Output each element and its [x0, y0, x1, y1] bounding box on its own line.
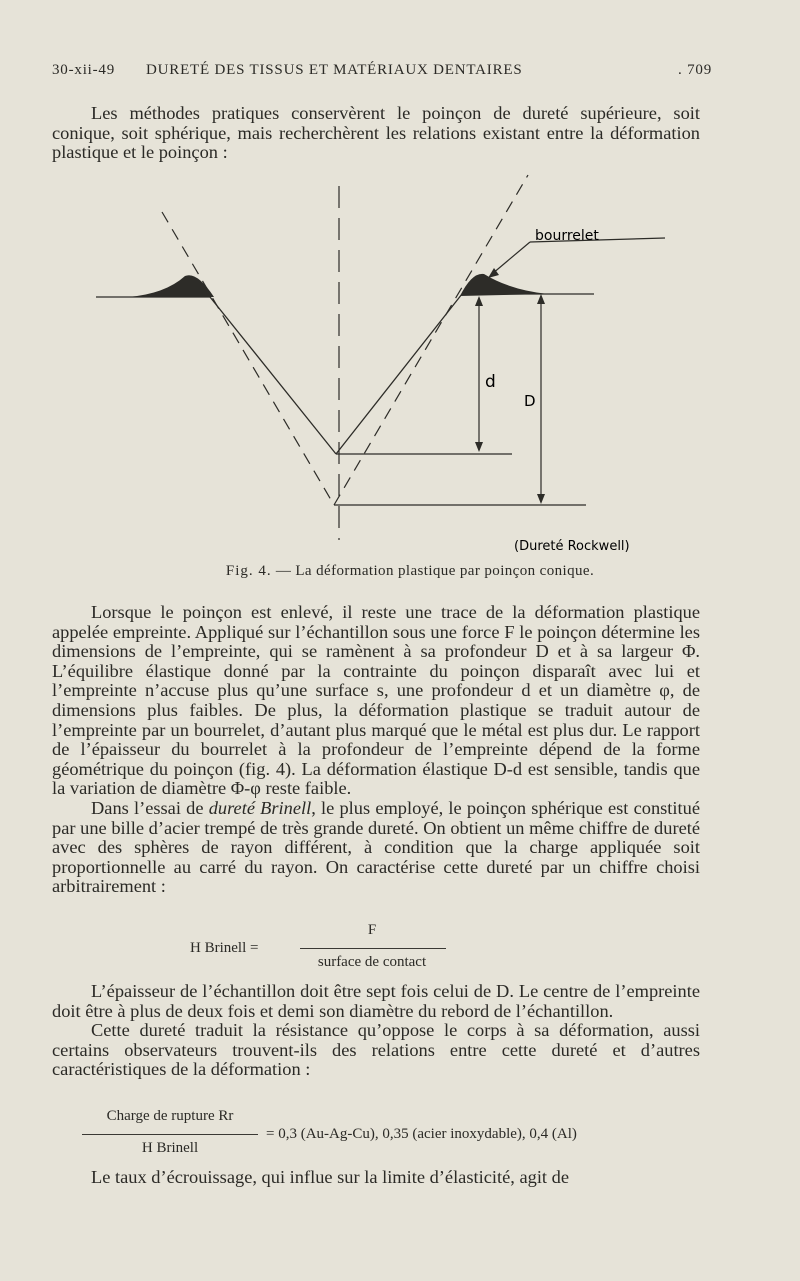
formula-ratio-denominator: H Brinell — [141, 1140, 199, 1156]
bourrelet-right — [460, 274, 548, 296]
label-D: D — [524, 392, 536, 410]
arrowhead-d-top — [475, 296, 483, 306]
intro-paragraph: Les méthodes pratiques conservèrent le poinçon de dureté supérieure, soit conique, soit sphérique, mais recherchèrent les relations existant entre la déformation plastique et le poinçon : — [52, 103, 700, 163]
caption-text: — La déformation plastique par poinçon conique. — [275, 563, 595, 579]
label-bourrelet: bourrelet — [535, 228, 599, 244]
body-text-continued — [52, 982, 700, 1080]
imprint-right — [336, 294, 462, 454]
formula-ratio-rhs: = 0,3 (Au-Ag-Cu), 0,35 (acier inoxydable), 0,4 (Al) — [266, 1126, 577, 1142]
paragraph-epaisseur: L’épaisseur de l’échantillon doit être sept fois celui de D. Le centre de l’empreinte doit être à plus de deux fois et demi son diamètre du rebord de l’échantillon. — [52, 981, 700, 1021]
paragraph-brinell — [52, 799, 700, 897]
indenter-left — [162, 212, 334, 505]
paragraph-empreinte: Lorsque le poinçon est enlevé, il reste une trace de la déformation plastique appelée empreinte. Appliqué sur l’échantillon sous une force F le poinçon détermine les dimensions de l’empreinte, qui se ramènent à sa profondeur D et à sa largeur Φ. L’équilibre élastique donné par la contrainte du poinçon disparaît avec lui et l’empreinte n’accuse plus qu’une surface s, une profondeur d et un diamètre φ, de dimensions plus faibles. De plus, la déformation plastique se traduit autour de l’empreinte par un bourrelet, d’autant plus marqué que le métal est plus dur. Le rapport de l’épaisseur du bourrelet à la profondeur de l’empreinte dépend de la forme géométrique du poinçon (fig. 4). La déformation élastique D-d est sensible, tandis que la variation de diamètre Φ-φ reste faible. — [52, 602, 700, 799]
figure-conical-indentation — [0, 165, 800, 575]
formula-brinell-lhs: H Brinell = — [190, 940, 259, 956]
header-title: DURETÉ DES TISSUS ET MATÉRIAUX DENTAIRES — [146, 62, 523, 78]
formula-ratio-numerator: Charge de rupture Rr — [106, 1108, 234, 1124]
brinell-text-after: , le plus employé, le poinçon sphérique est constitué par une bille d’acier trempé de très grande dureté. On obtient un même chiffre de dureté avec des sphères de rayon différent, à condition que la charge appliquée soit proportionnelle au carré du rayon. On caractérise cette dureté par un chiffre choisi arbitrairement : — [52, 797, 700, 897]
intro-paragraph-block — [52, 104, 700, 163]
arrowhead-D-bottom — [537, 494, 545, 504]
brinell-term: dureté Brinell — [208, 797, 312, 818]
body-text — [52, 603, 700, 897]
figure-caption — [140, 563, 680, 580]
label-d: d — [485, 372, 496, 392]
bourrelet-pointer — [492, 242, 530, 274]
formula-brinell-denominator: surface de contact — [317, 954, 427, 970]
formula-brinell — [0, 922, 800, 976]
formula-brinell-fraction-bar — [300, 948, 446, 949]
caption-label: Fig. 4. — [225, 563, 272, 579]
bourrelet-left — [128, 275, 214, 297]
label-rockwell: (Dureté Rockwell) — [514, 539, 630, 554]
header-date: 30-xii-49 — [52, 62, 116, 78]
indenter-right — [334, 175, 528, 505]
paragraph-resistance: Cette dureté traduit la résistance qu’oppose le corps à sa déformation, aussi certains observateurs trouvent-ils des relations entre cette dureté et d’autres caractéristiques de la déformation : — [52, 1020, 700, 1080]
last-line-block — [52, 1168, 700, 1188]
imprint-left — [210, 297, 336, 454]
formula-brinell-numerator: F — [367, 922, 377, 938]
page-number: . 709 — [678, 62, 712, 78]
arrowhead-D-top — [537, 294, 545, 304]
brinell-text-before: Dans l’essai de — [91, 797, 209, 818]
formula-ratio — [0, 1108, 800, 1162]
arrowhead-d-bottom — [475, 442, 483, 452]
formula-ratio-fraction-bar — [82, 1134, 258, 1135]
last-line: Le taux d’écrouissage, qui influe sur la limite d’élasticité, agit de — [91, 1167, 569, 1187]
